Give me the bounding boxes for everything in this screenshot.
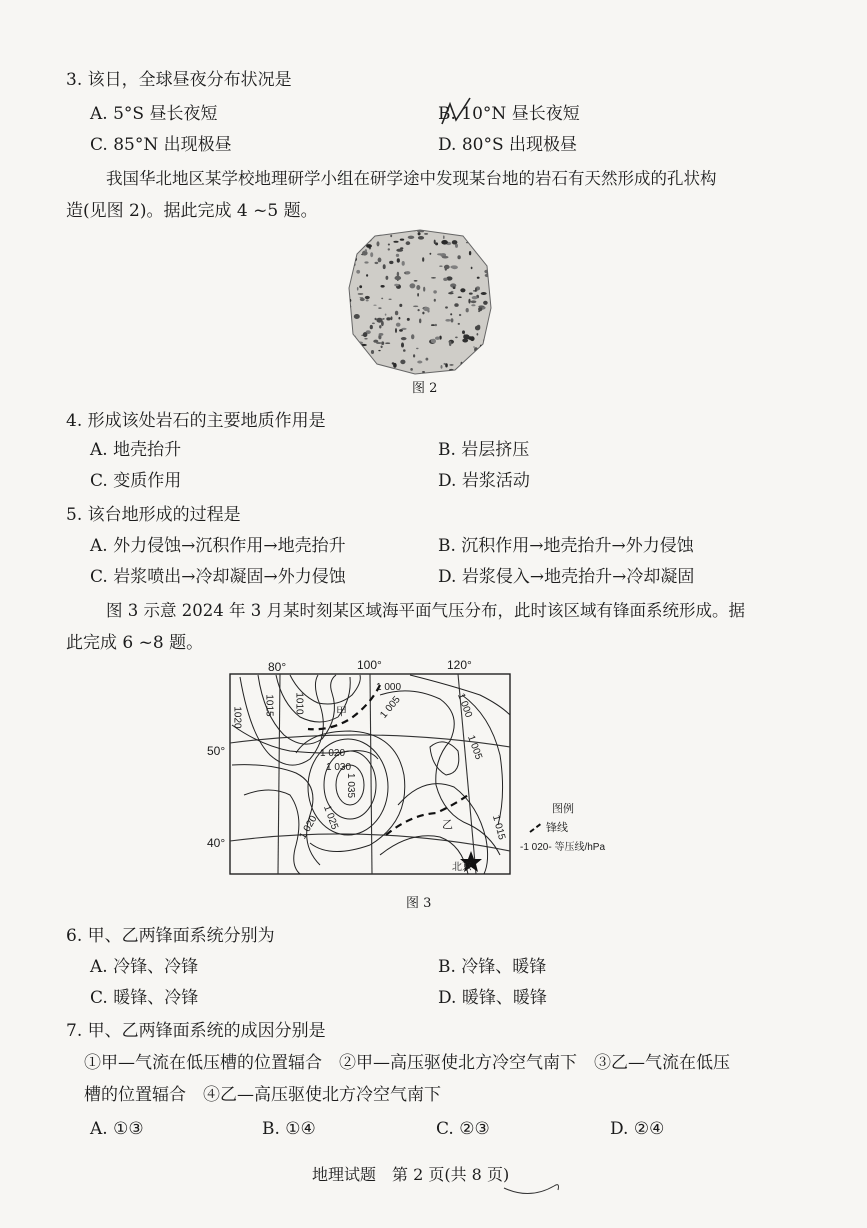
legend-title: 图例: [552, 803, 574, 815]
passage-6-8-line2: 此完成 6 ~8 题。: [66, 633, 204, 653]
front-label-jia: 甲: [336, 706, 347, 718]
q7-option-d: D. ②④: [610, 1119, 665, 1139]
q3-option-b: B. 10°N 昼长夜短: [438, 104, 580, 124]
q4-option-c: C. 变质作用: [90, 471, 182, 491]
lon-label-100: 100°: [357, 658, 382, 672]
isobar-label: 1 030: [326, 762, 352, 773]
q4-option-b: B. 岩层挤压: [438, 440, 530, 460]
q7-option-b: B. ①④: [262, 1119, 316, 1139]
page-footer: 地理试题 第 2 页(共 8 页): [312, 1165, 510, 1184]
isobar-label: 1 035: [345, 772, 357, 799]
city-label-beijing: 北京: [452, 862, 472, 873]
q6-option-d: D. 暖锋、暖锋: [438, 988, 547, 1008]
isobar-label: 1 015: [489, 813, 508, 842]
passage-4-5-line1: 我国华北地区某学校地理研学小组在研学途中发现某台地的岩石有天然形成的孔状构: [106, 169, 717, 188]
q3-option-c: C. 85°N 出现极昼: [90, 135, 232, 155]
q6-option-a: A. 冷锋、冷锋: [90, 957, 199, 977]
q5-option-b: B. 沉积作用→地壳抬升→外力侵蚀: [438, 536, 694, 556]
lat-label-50: 50°: [207, 744, 226, 758]
isobar-label: 1 000: [455, 691, 474, 720]
q4-option-a: A. 地壳抬升: [90, 440, 182, 460]
isobar-label: 1 020: [320, 748, 346, 759]
isobar-label: 1020: [231, 706, 243, 729]
q3-stem: 3. 该日，全球昼夜分布状况是: [66, 70, 292, 90]
q7-option-a: A. ①③: [90, 1119, 144, 1139]
legend-front-symbol: [530, 823, 542, 832]
figure-3-caption: 图 3: [406, 896, 432, 911]
q6-stem: 6. 甲、乙两锋面系统分别为: [66, 926, 275, 946]
isobar-label: 1 005: [378, 694, 403, 721]
isobar-label: 1 025: [321, 803, 340, 832]
q7-stem: 7. 甲、乙两锋面系统的成因分别是: [66, 1021, 326, 1041]
q5-option-c: C. 岩浆喷出→冷却凝固→外力侵蚀: [90, 567, 346, 587]
legend-isobar-label: -1 020- 等压线/hPa: [520, 842, 606, 853]
isobar-label: 1 005: [465, 733, 484, 762]
isobar-label: 1 000: [376, 682, 402, 693]
passage-4-5-line2: 造(见图 2)。据此完成 4 ~5 题。: [66, 201, 318, 221]
lon-label-80: 80°: [268, 660, 287, 674]
front-label-yi: 乙: [442, 819, 453, 831]
q4-stem: 4. 形成该处岩石的主要地质作用是: [66, 411, 326, 431]
q5-option-d: D. 岩浆侵入→地壳抬升→冷却凝固: [438, 567, 695, 587]
porous-rock-photo: [345, 226, 495, 376]
legend-front-label: 锋线: [546, 822, 568, 834]
isobar-label: 1015: [263, 694, 275, 717]
isobar-label: 1010: [293, 692, 305, 715]
stray-pen-mark: [500, 1180, 570, 1210]
q4-option-d: D. 岩浆活动: [438, 471, 530, 491]
q6-option-c: C. 暖锋、冷锋: [90, 988, 199, 1008]
figure-2-caption: 图 2: [412, 381, 438, 396]
q7-items-line1: ①甲—气流在低压槽的位置辐合 ②甲—高压驱使北方冷空气南下 ③乙—气流在低压: [84, 1053, 730, 1073]
q6-option-b: B. 冷锋、暖锋: [438, 957, 547, 977]
lat-label-40: 40°: [207, 836, 226, 850]
lon-label-120: 120°: [447, 658, 472, 672]
q5-stem: 5. 该台地形成的过程是: [66, 505, 241, 525]
q7-items-line2: 槽的位置辐合 ④乙—高压驱使北方冷空气南下: [84, 1085, 441, 1105]
passage-6-8-line1: 图 3 示意 2024 年 3 月某时刻某区域海平面气压分布，此时该区域有锋面系统形成。据: [106, 601, 745, 620]
isobar-label: 1 020: [297, 813, 320, 842]
q3-option-d: D. 80°S 出现极昼: [438, 135, 578, 155]
handwritten-check-mark: [436, 96, 476, 130]
q5-option-a: A. 外力侵蚀→沉积作用→地壳抬升: [90, 536, 346, 556]
q3-option-a: A. 5°S 昼长夜短: [90, 104, 218, 124]
q7-option-c: C. ②③: [436, 1119, 490, 1139]
